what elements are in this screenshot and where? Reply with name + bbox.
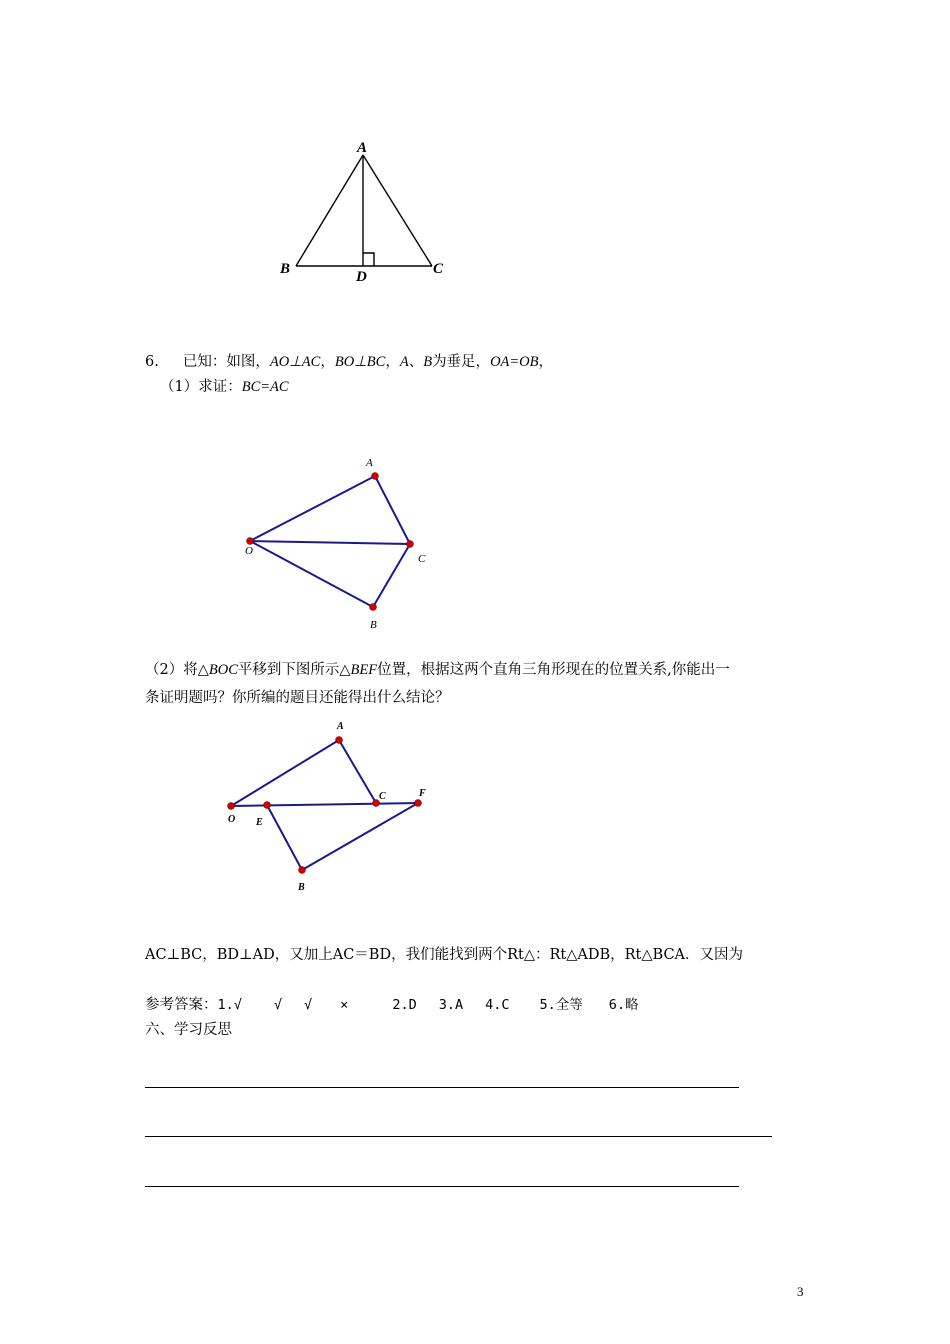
segment-of	[231, 803, 418, 806]
writing-line	[145, 1136, 772, 1137]
label-b: B	[370, 619, 377, 631]
point-o	[228, 803, 235, 810]
point-e	[264, 802, 271, 809]
label-b: B	[298, 882, 305, 893]
answer-item: ×	[340, 997, 349, 1013]
page-number: 3	[797, 1284, 804, 1299]
point-b	[370, 604, 377, 611]
answer-item: √	[304, 997, 313, 1013]
answer-item: 4.C	[485, 997, 510, 1013]
label-b: B	[280, 261, 291, 277]
answer-item: 2.D	[392, 997, 417, 1013]
point-a	[372, 473, 379, 480]
point-f	[415, 800, 422, 807]
figure-translated-triangles	[220, 712, 440, 897]
problem-6-statement: 6. 已知：如图，AO⊥AC，BO⊥BC，A、B为垂足，OA=OB，	[145, 354, 554, 370]
segment-oc	[250, 541, 410, 544]
segment-ac	[339, 740, 376, 803]
point-c	[407, 541, 414, 548]
right-angle-mark	[363, 253, 374, 266]
segment-ac	[375, 476, 410, 544]
label-f: F	[419, 788, 426, 799]
segment-ob	[250, 541, 373, 607]
answer-item: 6.略	[608, 997, 639, 1013]
segment-bc	[373, 544, 410, 607]
answer-item: √	[273, 997, 283, 1013]
label-o: O	[245, 545, 253, 557]
segment-oa	[250, 476, 375, 541]
segment-eb	[267, 805, 302, 870]
label-c: C	[433, 261, 444, 277]
answer-item: 3.A	[438, 997, 464, 1013]
problem-number: 6.	[145, 354, 159, 370]
segment-bf	[302, 803, 418, 870]
segment-ac	[363, 155, 432, 266]
answer-item: 5.全等	[539, 997, 583, 1013]
segment-ab	[296, 155, 363, 266]
segment-oa	[231, 740, 339, 806]
answers-label: 参考答案：	[145, 997, 218, 1013]
problem-6-part-2-line-1: （2）将△BOC平移到下图所示△BEF位置，根据这两个直角三角形现在的位置关系,你能出一	[145, 662, 730, 678]
writing-line	[145, 1186, 739, 1187]
label-d: D	[356, 269, 367, 285]
reflection-heading: 六、学习反思	[145, 1022, 232, 1038]
label-e: E	[256, 817, 263, 828]
label-o: O	[228, 814, 236, 825]
figure-triangle-abc	[270, 130, 460, 290]
problem-6-part-1: （1）求证：BC=AC	[160, 379, 289, 395]
label-a: A	[357, 140, 368, 156]
label-a: A	[337, 721, 344, 732]
proof-statement: AC⊥BC，BD⊥AD，又加上AC＝BD，我们能找到两个Rt△：Rt△ADB，Rt△BCA．又因为	[145, 947, 744, 963]
writing-line	[145, 1087, 739, 1088]
problem-6-part-2-line-2: 条证明题吗？你所编的题目还能得出什么结论？	[145, 690, 450, 706]
point-o	[247, 538, 254, 545]
point-a	[336, 737, 343, 744]
figure-kite-oacb	[235, 450, 435, 635]
label-a: A	[366, 457, 373, 469]
reference-answers	[145, 995, 639, 1015]
label-c: C	[418, 553, 426, 565]
label-c: C	[379, 791, 386, 802]
answer-item: 1.√	[217, 997, 242, 1013]
point-b	[299, 867, 306, 874]
